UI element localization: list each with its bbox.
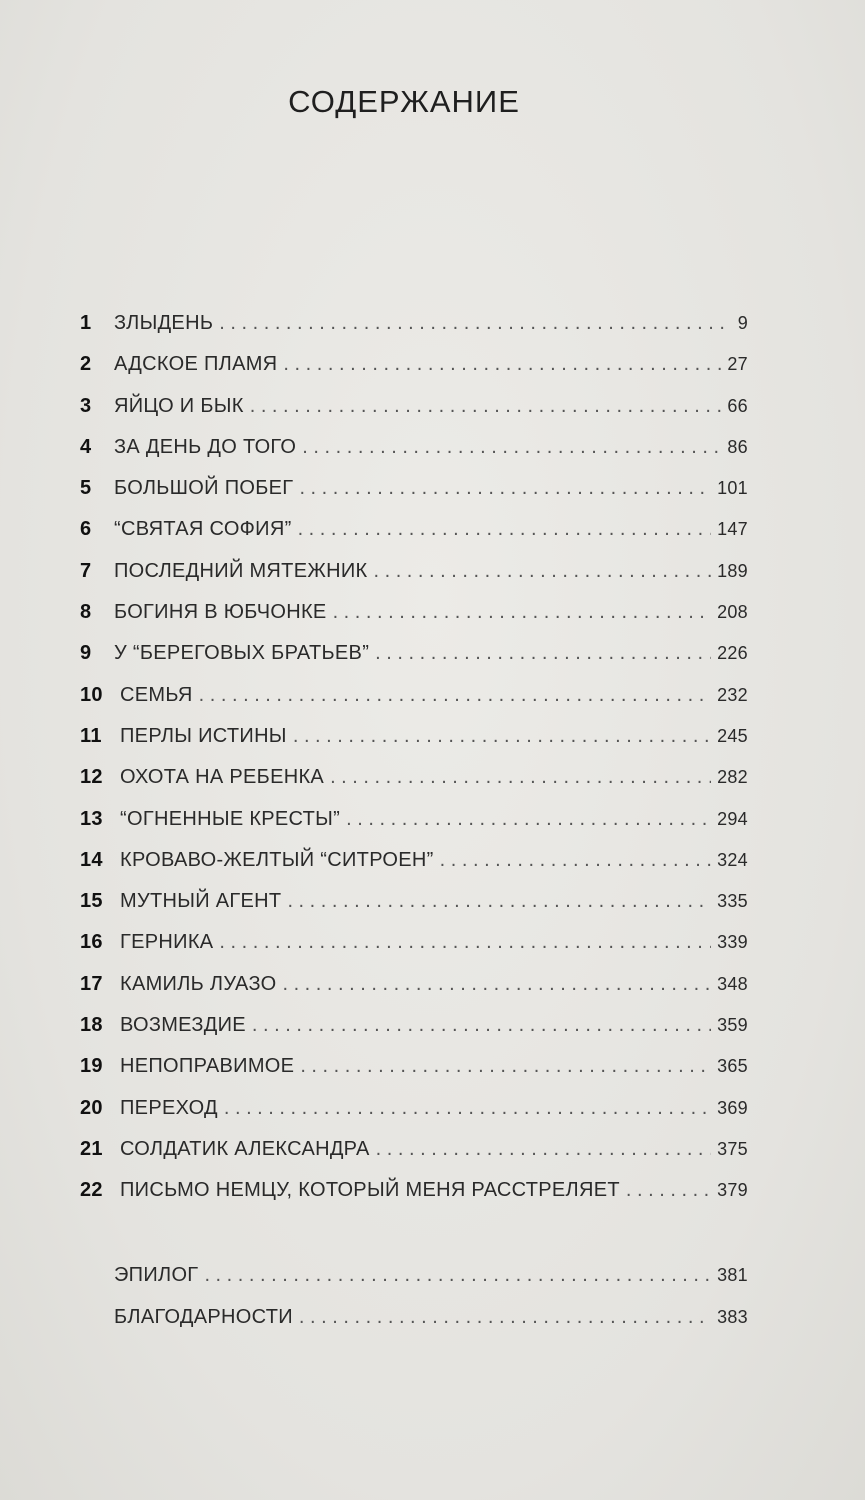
dot-leader [300,1055,711,1078]
dot-leader [299,1306,711,1329]
page-number: 66 [727,395,748,416]
toc-row [80,973,748,1014]
chapter-number: 6 [80,518,92,541]
toc-row [114,1306,748,1348]
chapter-title: ЗЛЫДЕНЬ [114,312,214,334]
chapter-title: “ОГНЕННЫЕ КРЕСТЫ” [120,807,341,830]
dot-leader [287,890,711,913]
page-number: 282 [717,767,748,788]
chapter-number: 17 [80,972,103,995]
chapter-number: 13 [80,807,103,830]
chapter-title: ПЕРЛЫ ИСТИНЫ [120,724,287,747]
page-number: 348 [717,973,748,994]
chapter-number: 1 [80,312,92,334]
chapter-number: 22 [80,1179,103,1202]
dot-leader [626,1179,711,1202]
chapter-title: БОГИНЯ В ЮБЧОНКЕ [114,601,327,624]
toc-row [80,312,748,353]
chapter-title: БОЛЬШОЙ ПОБЕГ [114,477,294,500]
chapter-number: 8 [80,601,92,624]
toc-row [80,684,748,725]
chapter-number: 7 [80,559,92,582]
chapter-title: КРОВАВО-ЖЕЛТЫЙ “СИТРОЕН” [120,848,434,871]
toc-row [80,1097,748,1138]
dot-leader [282,973,711,996]
page-number: 383 [717,1307,748,1327]
toc-row [80,725,748,766]
dot-leader [376,1138,711,1161]
chapter-title: ЯЙЦО И БЫК [114,394,244,417]
chapter-title: “СВЯТАЯ СОФИЯ” [114,518,292,541]
chapter-number: 20 [80,1096,103,1119]
page-number: 101 [717,478,748,499]
page-number: 339 [717,932,748,953]
chapter-title: ПОСЛЕДНИЙ МЯТЕЖНИК [114,559,368,582]
chapter-number: 4 [80,435,92,458]
chapter-title: ОХОТА НА РЕБЕНКА [120,766,325,789]
chapter-number: 15 [80,890,103,913]
page-number: 226 [717,643,748,664]
dot-leader [299,477,711,500]
toc-row [80,1014,748,1055]
page-number: 294 [717,808,748,829]
dot-leader [298,518,712,541]
chapter-number: 18 [80,1014,103,1037]
page-number: 379 [717,1180,748,1201]
chapter-number: 5 [80,477,92,500]
chapter-title: СОЛДАТИК АЛЕКСАНДРА [120,1137,370,1160]
chapter-title: МУТНЫЙ АГЕНТ [120,890,282,913]
toc-row [80,642,748,683]
page-number: 208 [717,602,748,623]
section-title: ЭПИЛОГ [114,1264,199,1286]
page-number: 86 [727,436,748,457]
back-matter-list [114,1264,748,1348]
page-number: 381 [717,1265,748,1285]
toc-row [80,890,748,931]
page-number: 27 [727,354,748,375]
toc-row [80,477,748,518]
page-number: 9 [737,313,748,333]
page-number: 375 [717,1138,748,1159]
chapter-number: 9 [80,642,92,665]
dot-leader [219,931,711,954]
chapter-number: 12 [80,766,103,789]
chapter-number: 14 [80,848,103,871]
dot-leader [224,1097,711,1120]
dot-leader [302,436,721,459]
dot-leader [333,601,712,624]
chapter-number: 16 [80,931,103,954]
dot-leader [204,1264,711,1287]
chapter-list [80,312,748,1221]
dot-leader [330,766,711,789]
dot-leader [293,725,711,748]
page-number: 232 [717,684,748,705]
dot-leader [440,849,711,872]
dot-leader [219,312,731,335]
chapter-number: 3 [80,394,92,417]
dot-leader [375,642,711,665]
page-number: 147 [717,519,748,540]
page-number: 335 [717,891,748,912]
page-number: 359 [717,1015,748,1036]
page-number: 324 [717,849,748,870]
chapter-title: У “БЕРЕГОВЫХ БРАТЬЕВ” [114,642,370,665]
page-number: 189 [717,560,748,581]
chapter-title: ЗА ДЕНЬ ДО ТОГО [114,435,297,458]
section-title: БЛАГОДАРНОСТИ [114,1306,293,1328]
toc-row [114,1264,748,1306]
toc-row [80,1138,748,1179]
chapter-title: СЕМЬЯ [120,683,193,706]
toc-row [80,395,748,436]
page-number: 245 [717,725,748,746]
toc-row [80,436,748,477]
toc-row [80,766,748,807]
dot-leader [199,684,711,707]
toc-row [80,849,748,890]
toc-row [80,601,748,642]
toc-row [80,1179,748,1220]
chapter-number: 21 [80,1137,103,1160]
chapter-title: ПИСЬМО НЕМЦУ, КОТОРЫЙ МЕНЯ РАССТРЕЛЯЕТ [120,1179,620,1202]
chapter-title: ПЕРЕХОД [120,1096,218,1119]
toc-row [80,931,748,972]
chapter-title: КАМИЛЬ ЛУАЗО [120,972,277,995]
chapter-title: АДСКОЕ ПЛАМЯ [114,353,278,376]
dot-leader [283,353,721,376]
dot-leader [346,808,711,831]
chapter-number: 10 [80,683,103,706]
chapter-title: ГЕРНИКА [120,931,214,954]
toc-row [80,353,748,394]
toc-row [80,518,748,559]
toc-row [80,1055,748,1096]
chapter-title: ВОЗМЕЗДИЕ [120,1014,246,1037]
dot-leader [373,560,711,583]
page-title: СОДЕРЖАНИЕ [288,84,520,119]
dot-leader [250,395,722,418]
chapter-title: НЕПОПРАВИМОЕ [120,1055,295,1078]
page-number: 365 [717,1056,748,1077]
toc-row [80,808,748,849]
chapter-number: 11 [80,724,102,747]
toc-row [80,560,748,601]
chapter-number: 2 [80,353,92,376]
dot-leader [252,1014,711,1037]
chapter-number: 19 [80,1055,103,1078]
page-number: 369 [717,1097,748,1118]
